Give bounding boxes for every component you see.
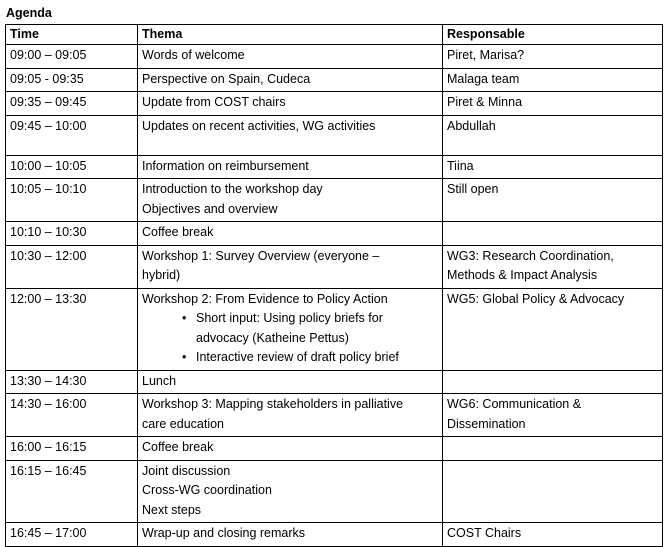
responsible-cell bbox=[443, 523, 663, 547]
responsible-line: Dissemination bbox=[447, 416, 526, 431]
time-cell: 09:35 – 09:45 bbox=[6, 92, 138, 116]
theme-line: Workshop 1: Survey Overview (everyone – bbox=[142, 248, 380, 263]
responsible-cell bbox=[443, 437, 663, 461]
table-row bbox=[6, 155, 663, 179]
time-cell: 10:10 – 10:30 bbox=[6, 222, 138, 246]
bullet-item bbox=[196, 309, 436, 348]
responsible-cell bbox=[443, 92, 663, 116]
theme-line: Objectives and overview bbox=[142, 201, 278, 216]
time-cell: 10:05 – 10:10 bbox=[6, 179, 138, 222]
theme-cell bbox=[138, 115, 443, 155]
table-row bbox=[6, 68, 663, 92]
theme-line: Joint discussion bbox=[142, 463, 231, 478]
table-row bbox=[6, 437, 663, 461]
responsible-cell bbox=[443, 45, 663, 69]
responsible-cell bbox=[443, 370, 663, 394]
theme-cell bbox=[138, 45, 443, 69]
responsible-cell bbox=[443, 222, 663, 246]
theme-cell bbox=[138, 222, 443, 246]
theme-line: Information on reimbursement bbox=[142, 158, 309, 173]
responsible-line: Still open bbox=[447, 182, 499, 196]
table-row bbox=[6, 45, 663, 69]
header-time: Time bbox=[6, 25, 138, 45]
responsible-line: WG3: Research Coordination, bbox=[447, 248, 614, 263]
responsible-line: COST Chairs bbox=[447, 526, 522, 540]
theme-cell bbox=[138, 394, 443, 437]
time-cell: 14:30 – 16:00 bbox=[6, 394, 138, 437]
table-row bbox=[6, 179, 663, 222]
theme-line: Workshop 3: Mapping stakeholders in palliative bbox=[142, 397, 404, 411]
bullet-item bbox=[196, 348, 436, 368]
theme-line: Words of welcome bbox=[142, 48, 245, 62]
bullet-line: • Short input: Using policy briefs for bbox=[196, 311, 383, 325]
table-row bbox=[6, 115, 663, 155]
theme-cell bbox=[138, 68, 443, 92]
table-row bbox=[6, 288, 663, 370]
theme-line: Coffee break bbox=[142, 440, 214, 454]
theme-cell bbox=[138, 437, 443, 461]
responsible-cell bbox=[443, 68, 663, 92]
time-cell: 16:00 – 16:15 bbox=[6, 437, 138, 461]
time-cell: 10:30 – 12:00 bbox=[6, 245, 138, 288]
theme-line: Introduction to the workshop day bbox=[142, 182, 323, 196]
time-cell: 09:05 - 09:35 bbox=[6, 68, 138, 92]
time-cell: 10:00 – 10:05 bbox=[6, 155, 138, 179]
table-row bbox=[6, 245, 663, 288]
responsible-cell bbox=[443, 115, 663, 155]
theme-cell bbox=[138, 245, 443, 288]
responsible-cell bbox=[443, 394, 663, 437]
time-cell: 09:00 – 09:05 bbox=[6, 45, 138, 69]
theme-line: Cross-WG coordination bbox=[142, 483, 272, 497]
responsible-cell bbox=[443, 460, 663, 523]
theme-line: Wrap-up and closing remarks bbox=[142, 526, 306, 540]
responsible-line: Malaga team bbox=[447, 71, 520, 86]
time-cell: 16:45 – 17:00 bbox=[6, 523, 138, 547]
agenda-body bbox=[6, 45, 663, 547]
time-cell: 09:45 – 10:00 bbox=[6, 115, 138, 155]
responsible-line: WG5: Global Policy & Advocacy bbox=[447, 291, 625, 306]
agenda-title: Agenda bbox=[6, 6, 52, 20]
theme-line: Updates on recent activities, WG activities bbox=[142, 118, 376, 133]
responsible-line: Piret & Minna bbox=[447, 95, 523, 109]
responsible-cell bbox=[443, 155, 663, 179]
responsible-cell bbox=[443, 179, 663, 222]
responsible-cell bbox=[443, 245, 663, 288]
theme-line: hybrid) bbox=[142, 268, 181, 282]
responsible-cell bbox=[443, 288, 663, 370]
theme-line: Coffee break bbox=[142, 225, 214, 239]
theme-line: Lunch bbox=[142, 373, 177, 388]
table-row bbox=[6, 370, 663, 394]
table-row bbox=[6, 92, 663, 116]
theme-line: Next steps bbox=[142, 502, 202, 517]
bullet-list bbox=[142, 309, 436, 368]
theme-line: Perspective on Spain, Cudeca bbox=[142, 71, 311, 86]
responsible-line: Tiina bbox=[447, 158, 474, 173]
responsible-line: Piret, Marisa? bbox=[447, 48, 525, 62]
theme-cell bbox=[138, 460, 443, 523]
theme-line: Update from COST chairs bbox=[142, 95, 286, 109]
theme-line: care education bbox=[142, 416, 225, 431]
responsible-line: WG6: Communication & bbox=[447, 397, 582, 411]
theme-cell bbox=[138, 179, 443, 222]
theme-cell bbox=[138, 92, 443, 116]
time-cell: 16:15 – 16:45 bbox=[6, 460, 138, 523]
header-responsible: Responsable bbox=[443, 25, 663, 45]
theme-cell bbox=[138, 523, 443, 547]
theme-line: Workshop 2: From Evidence to Policy Action bbox=[142, 291, 388, 306]
bullet-line: advocacy (Katheine Pettus) bbox=[196, 330, 349, 345]
time-cell: 13:30 – 14:30 bbox=[6, 370, 138, 394]
responsible-line: Methods & Impact Analysis bbox=[447, 268, 598, 282]
bullet-line: • Interactive review of draft policy brief bbox=[196, 350, 399, 364]
table-row bbox=[6, 460, 663, 523]
agenda-table bbox=[5, 24, 663, 547]
responsible-line: Abdullah bbox=[447, 118, 496, 133]
header-theme: Thema bbox=[138, 25, 443, 45]
table-row bbox=[6, 394, 663, 437]
theme-cell bbox=[138, 155, 443, 179]
time-cell: 12:00 – 13:30 bbox=[6, 288, 138, 370]
theme-cell bbox=[138, 288, 443, 370]
table-row bbox=[6, 222, 663, 246]
table-row bbox=[6, 523, 663, 547]
header-row bbox=[6, 25, 663, 45]
theme-cell bbox=[138, 370, 443, 394]
